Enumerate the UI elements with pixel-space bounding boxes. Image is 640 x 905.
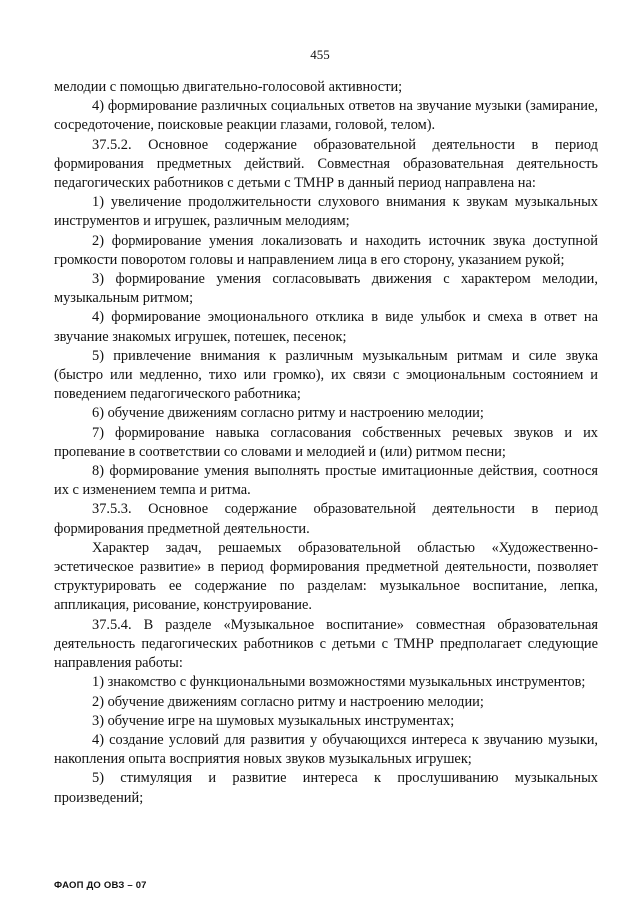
list-item: 4) создание условий для развития у обучающихся интереса к звучанию музыки, накопления опыта восприятия новых звуков музыкальных игрушек; (54, 731, 598, 768)
page-body (54, 78, 598, 808)
list-item: 4) формирование эмоционального отклика в виде улыбок и смеха в ответ на звучание знакомых игрушек, потешек, песенок; (54, 309, 598, 345)
list-item: 3) формирование умения согласовывать движения с характером мелодии, музыкальным ритмом; (54, 271, 598, 307)
page-number: 455 (310, 47, 330, 62)
list-item: 5) привлечение внимания к различным музыкальным ритмам и силе звука (быстро или медленно, тихо или громко), их связи с эмоциональным состоянием и поведением педагогического работника; (54, 347, 598, 403)
list-item: 1) увеличение продолжительности слухового внимания к звукам музыкальных инструментов и игрушек, различным мелодиям; (54, 194, 598, 230)
list-item: 7) формирование навыка согласования собственных речевых звуков и их пропевание в соответствии со словами и мелодией и (или) ритмом песни; (54, 424, 598, 460)
section-paragraph: 37.5.2. Основное содержание образовательной деятельности в период формирования предметных действий. Совместная образовательная деятельность педагогических работников с детьми с ТМНР в данный период направлена на: (54, 136, 598, 192)
paragraph: Характер задач, решаемых образовательной областью «Художественно-эстетическое развитие» в период формирования предметной деятельности, позволяет структурировать ее содержание по разделам: музыкальное воспитание, лепка, аппликация, рисование, конструирование. (54, 539, 598, 614)
section-paragraph: 37.5.4. В разделе «Музыкальное воспитание» совместная образовательная деятельность педагогических работников с детьми с ТМНР предполагает следующие направления работы: (54, 616, 598, 672)
list-item: 1) знакомство с функциональными возможностями музыкальных инструментов; (92, 674, 586, 691)
section-paragraph: 37.5.3. Основное содержание образовательной деятельности в период формирования предметной деятельности. (54, 501, 598, 537)
paragraph: мелодии с помощью двигательно-голосовой активности; (54, 79, 403, 95)
list-item: 4) формирование различных социальных ответов на звучание музыки (замирание, сосредоточение, поисковые реакции глазами, головой, телом). (54, 98, 598, 134)
page-footer: ФАОП ДО ОВЗ – 07 (54, 880, 147, 891)
list-item: 5) стимуляция и развитие интереса к прослушиванию музыкальных произведений; (54, 770, 598, 806)
list-item: 8) формирование умения выполнять простые имитационные действия, соотнося их с изменением темпа и ритма. (54, 463, 598, 499)
list-item: 2) формирование умения локализовать и находить источник звука доступной громкости поворотом головы и направлением лица в его сторону, указанием рукой; (54, 232, 598, 268)
list-item: 3) обучение игре на шумовых музыкальных инструментах; (92, 712, 455, 729)
list-item: 2) обучение движениям согласно ритму и настроению мелодии; (92, 693, 484, 710)
list-item: 6) обучение движениям согласно ритму и настроению мелодии; (92, 405, 484, 422)
